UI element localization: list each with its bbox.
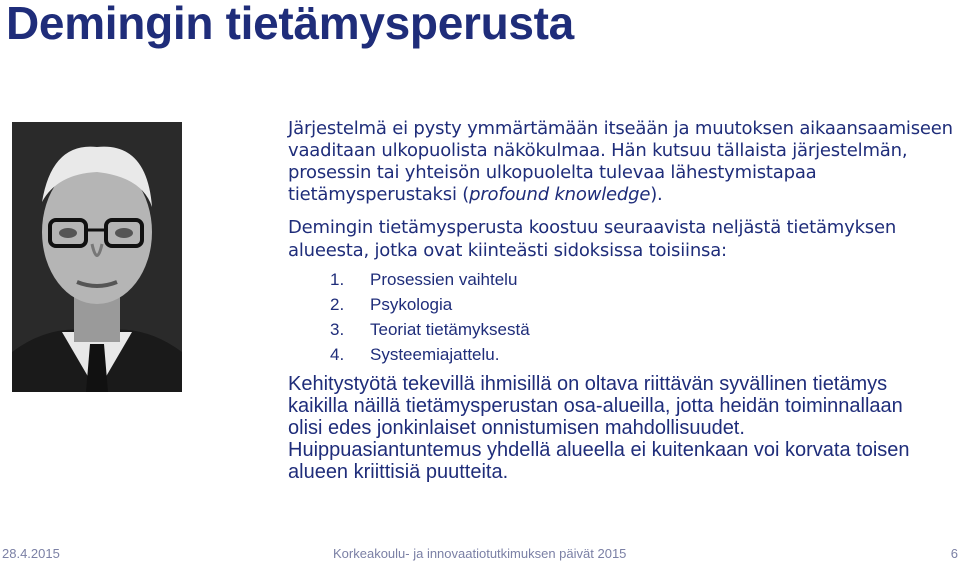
footer-date: 28.4.2015 [2, 546, 60, 561]
list-item-number: 3. [330, 320, 345, 339]
list-item [288, 342, 956, 367]
list-item-label: Teoriat tietämyksestä [370, 320, 530, 339]
list-item-number: 1. [330, 270, 345, 289]
footer-event: Korkeakoulu- ja innovaatiotutkimuksen päivät 2015 [333, 546, 627, 561]
list-item-number: 4. [330, 345, 345, 364]
slide-title: Demingin tietämysperusta [6, 0, 574, 49]
body-text [288, 118, 956, 483]
list-item-label: Systeemiajattelu. [370, 345, 500, 364]
list-item [288, 267, 956, 292]
list-item [288, 292, 956, 317]
paragraph-intro-end: ). [650, 184, 663, 205]
list-item-number: 2. [330, 295, 345, 314]
list-item [288, 317, 956, 342]
paragraph-intro-emphasis: profound knowledge [469, 184, 651, 205]
list-item-label: Prosessien vaihtelu [370, 270, 518, 289]
portrait-image [12, 122, 182, 392]
footer-page-number: 6 [950, 546, 958, 561]
portrait-photo [12, 122, 182, 392]
knowledge-areas-list [288, 267, 956, 367]
paragraph-intro-text: Järjestelmä ei pysty ymmärtämään itseään ja muutoksen aikaansaamiseen vaaditaan ulkopuolista näkökulmaa. Hän kutsuu tällaista järjestelmän, prosessin tai yhteisön ulkopuolelta tulevaa lähestymistapaa tietämysperustaksi ( [288, 118, 953, 205]
paragraph-conclusion: Kehitystyötä tekevillä ihmisillä on oltava riittävän syvällinen tietämys kaikilla näillä tietämysperustan osa-alueilla, jotta heidän toiminnallaan olisi edes jonkinlaiset onnistumisen mahdollisuudet. Huippuasiantuntemus yhdellä alueella ei kuitenkaan voi korvata toisen alueen kriittisiä puutteita. [288, 373, 910, 483]
list-item-label: Psykologia [370, 295, 453, 314]
paragraph-areas: Demingin tietämysperusta koostuu seuraavista neljästä tietämyksen alueesta, jotka ovat kiinteästi sidoksissa toisiinsa: [288, 217, 897, 261]
paragraph-intro [288, 118, 956, 206]
